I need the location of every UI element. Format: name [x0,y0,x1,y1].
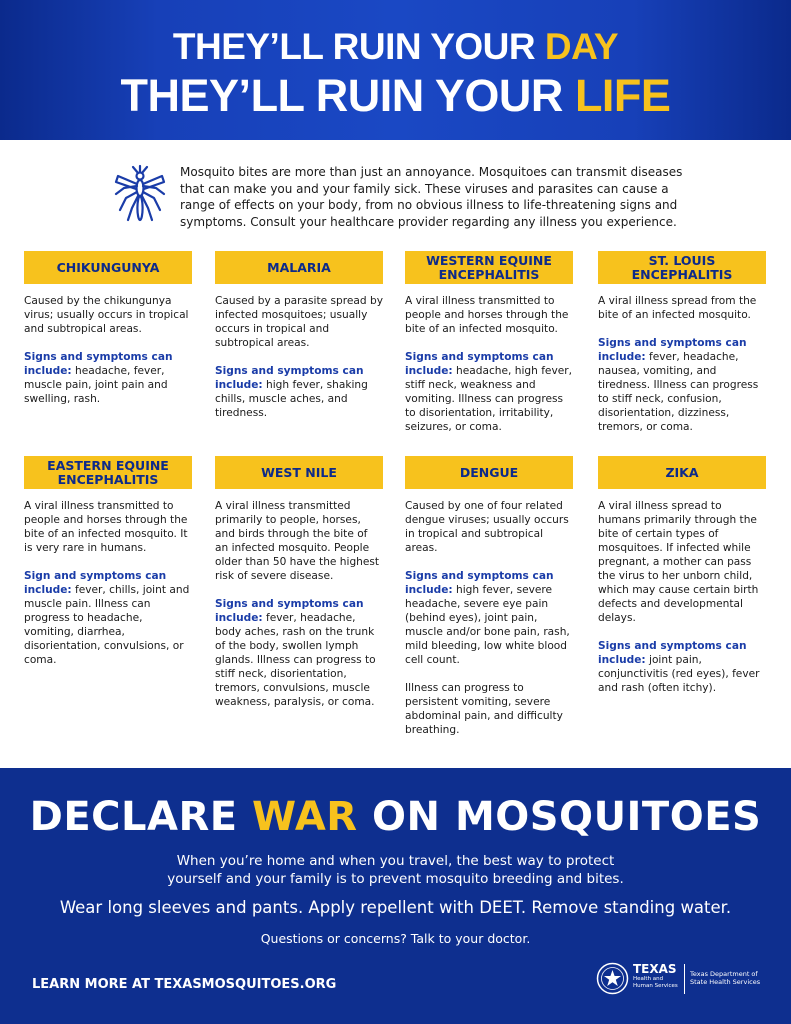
disease-card-chikungunya [24,251,192,420]
headline-day: THEY’LL RUIN YOUR DAY [172,26,619,67]
disease-description: A viral illness spread from the bite of an infected mosquito. [598,295,757,321]
footer-title: DECLARE WAR ON MOSQUITOES [29,794,762,840]
disease-title: WESTERN EQUINE ENCEPHALITIS [405,251,573,284]
disease-description: Caused by the chikungunya virus; usually occurs in tropical and subtropical areas. [24,295,189,335]
disease-title: WEST NILE [215,456,383,489]
disease-signs: Signs and symptoms can include: fever, headache, nausea, vomiting, and tiredness. Illness can progress to stiff neck, confusion, disorientation, dizziness, tremors, or coma. [598,337,759,433]
disease-title: EASTERN EQUINE ENCEPHALITIS [24,456,192,489]
mosquito-icon [112,164,168,224]
disease-card-western-equine [405,251,573,448]
disease-title: DENGUE [405,456,573,489]
disease-card-malaria [215,251,383,434]
disease-description: A viral illness transmitted to people and horses through the bite of an infected mosquito. [405,295,569,335]
disease-description: A viral illness transmitted primarily to people, horses, and birds through the bite of an infected mosquito. People older than 50 have the highest risk of severe disease. [215,500,380,582]
footer-tips: Wear long sleeves and pants. Apply repellent with DEET. Remove standing water. [59,898,732,917]
disease-card-west-nile [215,456,383,723]
disease-description: A viral illness spread to humans primarily through the bite of certain types of mosquitoes. If infected while pregnant, a mother can pass the virus to her unborn child, which may cause certain birth defects and developmental delays. [598,500,759,624]
texas-dshs-logo [596,962,774,998]
logo-department: Texas Department of State Health Services [690,970,761,986]
disease-signs: Sign and symptoms can include: fever, chills, joint and muscle pain. Illness can progress to headache, vomiting, diarrhea, disorientation, convulsions, or coma. [24,570,190,666]
logo-divider [684,964,685,994]
disease-signs: Signs and symptoms can include: high fever, shaking chills, muscle aches, and tiredness. [215,365,368,419]
disease-signs: Signs and symptoms can include: high fever, severe headache, severe eye pain (behind eyes), joint pain, muscle and/or bone pain, rash, mild bleeding, low white blood cell count. [405,570,570,666]
disease-progression: Illness can progress to persistent vomiting, severe abdominal pain, and difficulty breathing. [405,682,563,736]
disease-signs: Signs and symptoms can include: joint pain, conjunctivitis (red eyes), fever and rash (often itchy). [598,640,760,694]
header-banner [0,0,791,140]
learn-more-link[interactable]: LEARN MORE AT TEXASMOSQUITOES.ORG [32,977,337,992]
disease-title: ZIKA [598,456,766,489]
disease-card-eastern-equine [24,456,192,681]
disease-signs: Signs and symptoms can include: fever, headache, body aches, rash on the trunk of the body, swollen lymph glands. Illness can progress to stiff neck, disorientation, tremors, convulsions, muscle weakness, paralysis, or coma. [215,598,376,708]
headline-life: THEY’LL RUIN YOUR LIFE [120,70,671,121]
footer-question: Questions or concerns? Talk to your doctor. [260,931,531,946]
disease-signs: Signs and symptoms can include: headache, fever, muscle pain, joint pain and swelling, rash. [24,351,173,405]
disease-description: A viral illness transmitted to people and horses through the bite of an infected mosquito. It is very rare in humans. [24,500,188,554]
disease-description: Caused by one of four related dengue viruses; usually occurs in tropical and subtropical areas. [405,500,569,554]
disease-title: CHIKUNGUNYA [24,251,192,284]
intro-text: Mosquito bites are more than just an annoyance. Mosquitoes can transmit diseases that can make you and your family sick. These viruses and parasites can cause a range of effects on your body, from no obvious illness to life-threatening signs and symptoms. Consult your healthcare provider regarding any illness you experience. [180,165,683,229]
disease-signs: Signs and symptoms can include: headache, high fever, stiff neck, weakness and vomiting. Illness can progress to disorientation, irritability, seizures, or coma. [405,351,572,433]
disease-title: ST. LOUIS ENCEPHALITIS [598,251,766,284]
intro-section [112,164,692,234]
disease-card-st-louis [598,251,766,448]
disease-card-zika [598,456,766,709]
logo-name: TEXAS [633,962,677,976]
texas-seal-icon [596,962,629,995]
disease-description: Caused by a parasite spread by infected mosquitoes; usually occurs in tropical and subtropical areas. [215,295,383,349]
disease-title: MALARIA [215,251,383,284]
disease-card-dengue [405,456,573,751]
footer-banner [0,768,791,1024]
footer-subtitle: When you’re home and when you travel, the best way to protect yourself and your family is to prevent mosquito breeding and bites. [167,853,624,887]
logo-subtitle: Health and Human Services [633,976,678,989]
